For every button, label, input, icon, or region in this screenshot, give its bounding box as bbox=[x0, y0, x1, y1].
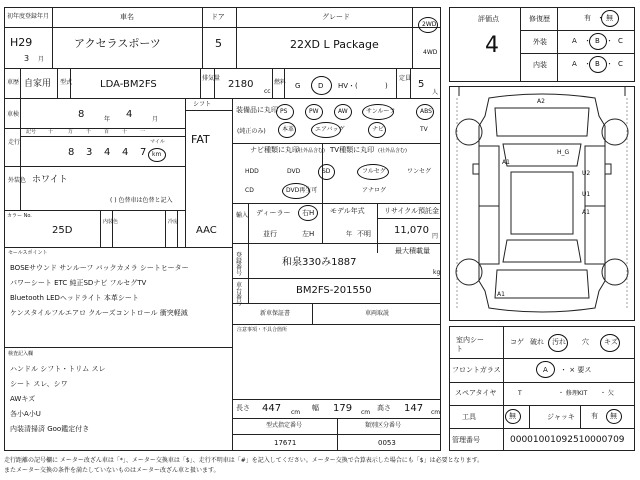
mileage-unit-0: 記号 bbox=[26, 129, 37, 135]
diagram-label-u1: U1 bbox=[582, 191, 591, 198]
selling-point-1: パワーシート ETC 純正SDナビ フルセグTV bbox=[10, 279, 147, 287]
mileage-unit-2: 万 bbox=[68, 129, 74, 135]
cc-unit: cc bbox=[264, 88, 271, 95]
recycle-value: 11,070 bbox=[394, 225, 429, 236]
mgmt-label: 管理番号 bbox=[452, 436, 480, 444]
equipment-item-AW: AW bbox=[338, 108, 348, 115]
equipment-item-row2-2: ナビ bbox=[372, 126, 385, 133]
color-code-label: カラー No. bbox=[7, 213, 32, 219]
category-label: 類別区分番号 bbox=[365, 422, 402, 429]
model-year-label: モデル年式 bbox=[330, 207, 365, 215]
diagram-label-u2: U2 bbox=[582, 170, 591, 177]
ext-opts-sep-2: ・ bbox=[606, 37, 613, 45]
inspector-label: 検査記入欄 bbox=[8, 351, 34, 357]
diagram-label-a1-left: A1 bbox=[502, 159, 510, 166]
diagram-label-a1-right: A1 bbox=[582, 209, 590, 216]
navi-item-1: DVD bbox=[287, 168, 301, 175]
exterior-label: 外装 bbox=[533, 38, 547, 46]
spare-opt-2: ・ 欠 bbox=[600, 390, 614, 397]
month-unit: 月 bbox=[38, 56, 45, 63]
shift-value: FAT bbox=[191, 133, 210, 146]
tv-item-0: フルセグ bbox=[362, 168, 386, 175]
handle-left: 左H bbox=[302, 230, 315, 238]
score-value: 4 bbox=[485, 33, 499, 58]
int-opts-sep-1: ・ bbox=[584, 60, 591, 68]
selling-point-0: BOSEサウンド サンルーフ バックカメラ シートヒーター bbox=[10, 264, 189, 272]
doors-value: 5 bbox=[215, 37, 222, 50]
capacity-label: 定員 bbox=[399, 75, 412, 82]
fuel-close: ) bbox=[385, 82, 388, 90]
navi-item-4: DVD再生可 bbox=[286, 187, 318, 194]
diagram-label-small: A1 bbox=[497, 291, 505, 298]
selling-point-3: ケンスタイルフルエアロ クルーズコントロール 衝突軽減 bbox=[10, 309, 188, 317]
jack-none: 無 bbox=[610, 412, 617, 420]
fuel-label: 燃料 bbox=[274, 79, 287, 86]
fuel-hv: HV・( bbox=[338, 82, 358, 90]
capacity-value: 5 bbox=[418, 79, 425, 90]
fuel-d: D bbox=[318, 82, 324, 90]
mileage-digit-0: 8 bbox=[68, 147, 75, 158]
yen-unit: 円 bbox=[432, 233, 439, 240]
repair-opt-0: 有 bbox=[584, 14, 591, 22]
repair-opt-2: 無 bbox=[606, 14, 613, 22]
model-label: 型式 bbox=[60, 79, 73, 86]
length-value: 447 bbox=[262, 403, 282, 414]
use-value: 自家用 bbox=[24, 79, 52, 89]
tv-item-1: ワンセグ bbox=[407, 168, 432, 175]
first-reg-label: 初年度登録年月 bbox=[7, 13, 50, 20]
inspector-line-2: AWキズ bbox=[10, 395, 36, 403]
navi-title: ナビ種類に丸印 bbox=[250, 146, 299, 154]
equipment-item-row2-1: エアバッグ bbox=[315, 126, 345, 133]
width-unit: cm bbox=[361, 409, 371, 416]
mileage-digit-3: 4 bbox=[122, 147, 129, 158]
tv-note: (社外品含む) bbox=[378, 148, 407, 154]
year-unit: 年 bbox=[104, 116, 111, 123]
footer-line-2: またメーター交換の条件を満たしていないものはメーター改ざん車と扱います。 bbox=[4, 467, 220, 474]
mileage-unit-5: 十 bbox=[122, 129, 128, 135]
height-value: 147 bbox=[404, 403, 424, 414]
jack-value: 有 bbox=[591, 412, 598, 420]
int-opts-sep-2: ・ bbox=[606, 60, 613, 68]
mileage-label: 走行 bbox=[8, 139, 21, 146]
equipment-item-row2-3: TV bbox=[420, 126, 428, 133]
equipment-item-ABS: ABS bbox=[420, 108, 432, 115]
manual-doc: 車両取説 bbox=[365, 310, 390, 317]
seat-opt-2: 汚れ bbox=[552, 338, 566, 346]
drive-2wd: 2WD bbox=[422, 21, 437, 28]
ext-opts-opt-2: C bbox=[618, 37, 623, 45]
jack-label: ジャッキ bbox=[547, 413, 575, 421]
ac-value: AAC bbox=[196, 225, 217, 236]
grade-label: グレード bbox=[322, 13, 350, 21]
ext-opts-opt-0: A bbox=[572, 37, 577, 45]
displacement-label: 排気量 bbox=[202, 75, 221, 82]
repair-label: 修復歴 bbox=[529, 15, 550, 23]
interior-label: 内装 bbox=[533, 61, 547, 69]
navi-note: (社外品含む) bbox=[296, 148, 325, 154]
tools-value: 無 bbox=[509, 412, 516, 420]
selling-points-label: セールスポイント bbox=[8, 250, 48, 256]
height-label: 高さ bbox=[377, 404, 391, 412]
seat-opt-3: 穴 bbox=[582, 338, 589, 346]
score-label: 評価点 bbox=[478, 15, 499, 23]
color-label: 外装色 bbox=[8, 177, 27, 184]
month-unit-2: 月 bbox=[152, 116, 159, 123]
equipment-subtitle: (純正のみ) bbox=[237, 128, 266, 135]
width-label: 幅 bbox=[312, 404, 319, 412]
first-reg-month: 3 bbox=[24, 54, 30, 63]
inspector-line-3: 各小A小U bbox=[10, 410, 41, 418]
int-opts-opt-2: C bbox=[618, 60, 623, 68]
length-label: 長さ bbox=[236, 404, 250, 412]
handle-right: 右H bbox=[302, 209, 315, 217]
tools-label: 工具 bbox=[462, 413, 476, 421]
spare-label: スペアタイヤ bbox=[455, 389, 497, 397]
front-glass-value: A bbox=[543, 366, 548, 374]
navi-item-2: SD bbox=[322, 168, 331, 175]
equipment-item-row2-0: 本革 bbox=[282, 126, 295, 133]
vehicle-name: アクセラスポーツ bbox=[74, 37, 161, 50]
plate-value: 和泉330み1887 bbox=[282, 257, 357, 268]
int-opts-opt-0: A bbox=[572, 60, 577, 68]
max-load-label: 最大積載量 bbox=[395, 247, 430, 255]
category-value: 0053 bbox=[378, 439, 396, 447]
equipment-item-サンルーフ: サンルーフ bbox=[366, 108, 396, 115]
interior-color-label: 内装色 bbox=[103, 219, 119, 225]
import-dealer: ディーラー bbox=[256, 209, 291, 217]
ext-opts-opt-1: B bbox=[595, 37, 600, 45]
mileage-unit-4: 百 bbox=[104, 129, 110, 135]
displacement-value: 2180 bbox=[228, 79, 254, 90]
diagram-label-hg: H_G bbox=[557, 149, 570, 156]
model-year-value: 不明 bbox=[357, 230, 371, 238]
mileage-digit-4: 7 bbox=[140, 147, 147, 158]
mileage-digit-1: 3 bbox=[86, 147, 93, 158]
doors-label: ドア bbox=[211, 13, 225, 21]
drive-4wd: 4WD bbox=[423, 49, 438, 56]
inspection-year: 8 bbox=[78, 109, 85, 120]
color-value: ホワイト bbox=[32, 175, 68, 185]
mileage-unit-1: 十 bbox=[48, 129, 54, 135]
front-glass-label: フロントガラス bbox=[452, 366, 501, 374]
chassis-label: 車台番号 bbox=[236, 282, 243, 307]
spare-opt-0: T bbox=[518, 390, 522, 397]
capacity-unit: 人 bbox=[432, 89, 439, 96]
inspector-line-1: シート スレ、シワ bbox=[10, 380, 68, 388]
kg-unit: kg bbox=[433, 269, 441, 276]
ac-label: 冷房 bbox=[168, 219, 179, 225]
use-label: 車歴 bbox=[7, 79, 20, 86]
selling-point-2: Bluetooth LEDヘッドライト 本革シート bbox=[10, 294, 139, 302]
recycle-label: リサイクル預託金 bbox=[384, 207, 440, 215]
repair-opt-1: ・ bbox=[597, 14, 604, 22]
inspection-label: 車検 bbox=[7, 111, 20, 118]
model-value: LDA-BM2FS bbox=[100, 79, 157, 90]
fuel-g: G bbox=[295, 82, 301, 90]
name-label: 車名 bbox=[120, 13, 134, 21]
tv-item-2: アナログ bbox=[362, 187, 387, 194]
length-unit: cm bbox=[291, 409, 301, 416]
width-value: 179 bbox=[333, 403, 353, 414]
diagram-label-a2: A2 bbox=[537, 98, 545, 105]
tv-title: TV種類に丸印 bbox=[330, 146, 375, 154]
equipment-item-PS: PS bbox=[280, 108, 288, 115]
seat-opt-0: コゲ bbox=[510, 338, 524, 346]
mileage-unit-6: 一 bbox=[140, 129, 146, 135]
import-parallel: 並行 bbox=[263, 230, 277, 238]
height-unit: cm bbox=[431, 409, 441, 416]
interior-seat-label: 室内シート bbox=[456, 336, 484, 354]
mileage-unit-km: km bbox=[152, 151, 162, 158]
footer-line-1: 走行距離の記号欄に メーター改ざん車は「*」、メーター交換車は「$」、走行不明車は「#」を記入してください。メーター交換で合算表示した場合にも「$」は必要となります。 bbox=[4, 457, 484, 464]
equipment-item-PW: PW bbox=[309, 108, 319, 115]
grade-value: 22XD L Package bbox=[290, 38, 379, 51]
color-note: ( ) 色替車は色替と記入 bbox=[110, 197, 173, 204]
spare-opt-1: ・ 修理KIT bbox=[558, 390, 588, 397]
seat-opt-1: 破れ bbox=[530, 338, 544, 346]
mgmt-value: 00001001092510000709 bbox=[510, 435, 625, 445]
front-glass-options: ・ × 要ス bbox=[560, 366, 592, 374]
inspector-line-4: 内装清掃済 Goo鑑定付き bbox=[10, 425, 90, 433]
seat-opt-4: キズ bbox=[604, 338, 618, 346]
shift-label: シフト bbox=[193, 101, 212, 108]
import-label: 輸入 bbox=[236, 212, 249, 219]
mileage-digit-2: 4 bbox=[104, 147, 111, 158]
chassis-value: BM2FS-201550 bbox=[296, 285, 372, 296]
plate-label: 登録番号 bbox=[236, 252, 243, 277]
navi-item-3: CD bbox=[245, 187, 254, 194]
first-reg-era: H29 bbox=[10, 36, 33, 49]
inspection-month: 4 bbox=[126, 109, 133, 120]
int-opts-opt-1: B bbox=[595, 60, 600, 68]
equipment-title: 装備品に丸印 bbox=[236, 106, 278, 114]
notes-label: 注意事項・不具合箇所 bbox=[237, 327, 288, 333]
color-code-value: 25D bbox=[52, 225, 73, 236]
warranty-doc: 新車保証書 bbox=[260, 310, 291, 317]
model-year-unit: 年 bbox=[346, 231, 353, 238]
type-no-value: 17671 bbox=[274, 439, 297, 447]
type-no-label: 型式指定番号 bbox=[266, 422, 303, 429]
mileage-unit-3: 千 bbox=[86, 129, 92, 135]
car-diagram bbox=[449, 86, 635, 321]
navi-item-0: HDD bbox=[245, 168, 259, 175]
ext-opts-sep-1: ・ bbox=[584, 37, 591, 45]
inspector-line-0: ハンドル シフト・トリム スレ bbox=[10, 365, 106, 373]
mileage-unit-mile: マイル bbox=[150, 139, 165, 145]
